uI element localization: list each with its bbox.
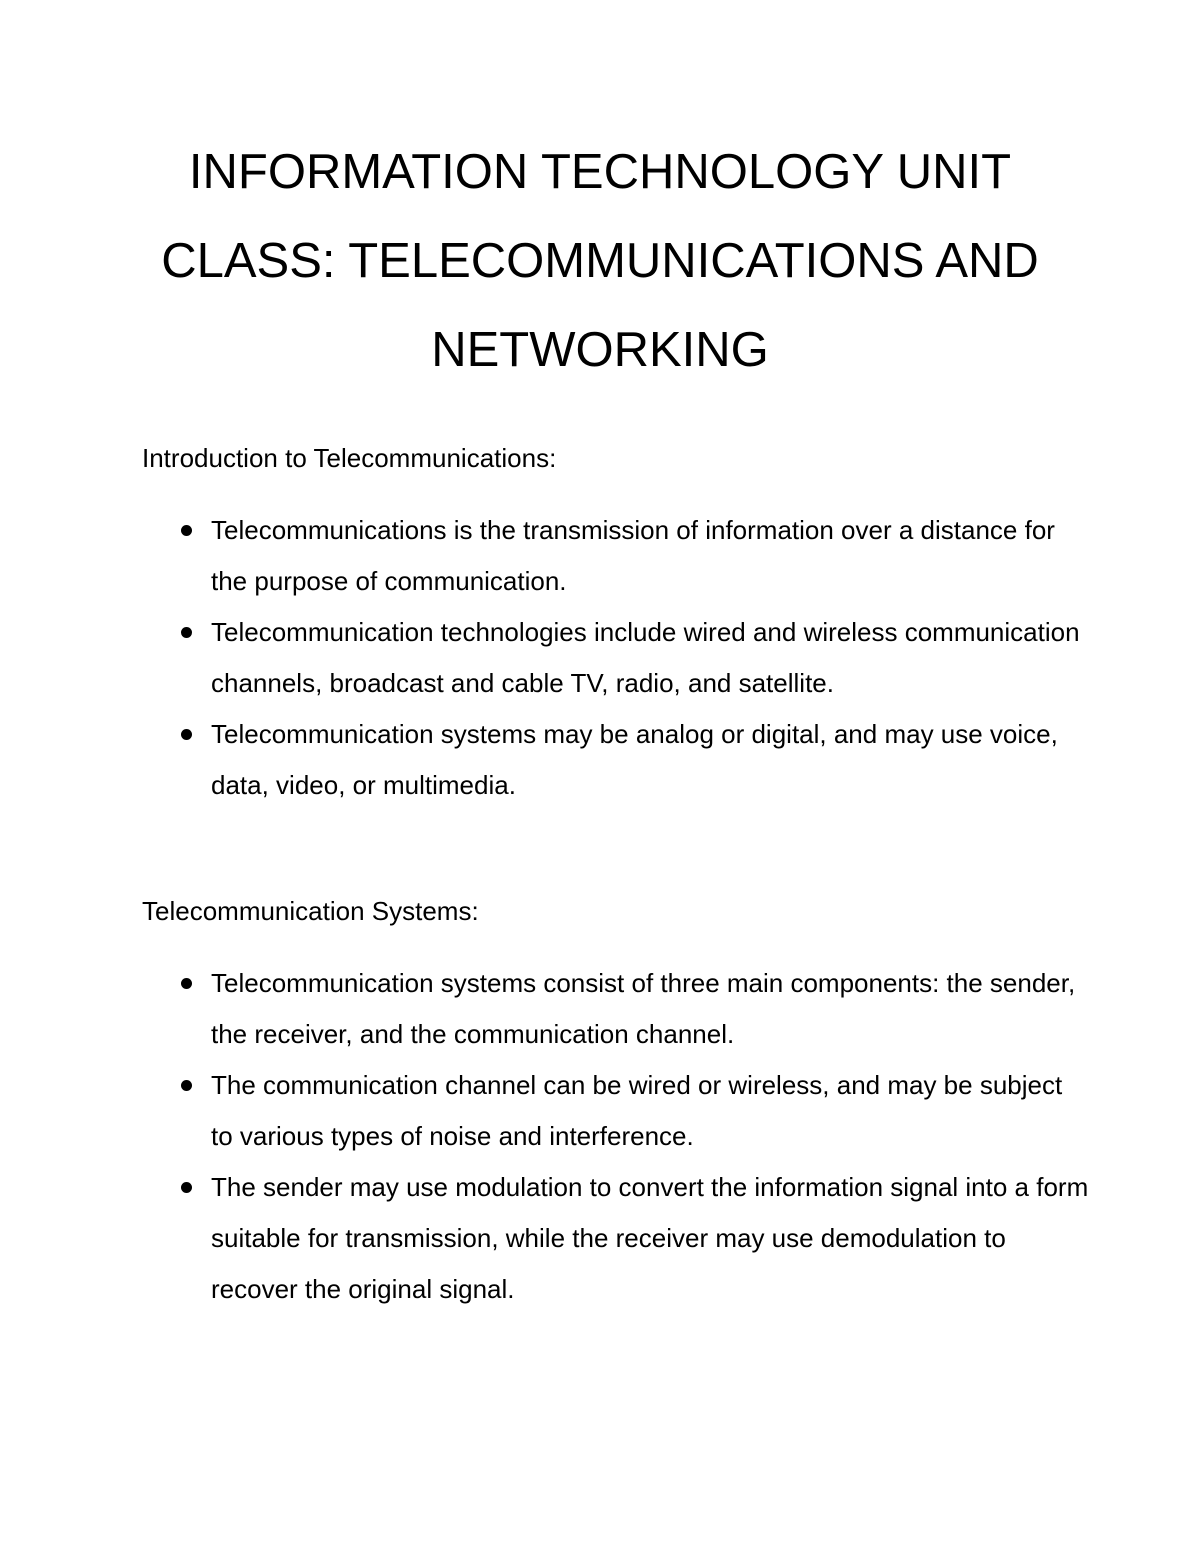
list-item [0,505,1200,607]
list-item [0,607,1200,709]
bullet-dot-icon [181,978,192,989]
list-item [0,1060,1200,1162]
list-item [0,709,1200,811]
bullet-dot-icon [181,1182,192,1193]
title-line: CLASS: TELECOMMUNICATIONS AND [161,234,1039,288]
bullet-dot-icon [181,525,192,536]
bullet-dot-icon [181,1080,192,1091]
list-item [0,1162,1200,1315]
bullet-text: The communication channel can be wired or wireless, and may be subject to various types of noise and interference. [211,1070,1063,1151]
title-line: INFORMATION TECHNOLOGY UNIT [188,145,1012,199]
bullet-text: The sender may use modulation to convert the information signal into a form suitable for transmission, while the receiver may use demodulation to recover the original signal. [211,1172,1089,1304]
document-title [100,128,1100,395]
bullet-text: Telecommunication systems consist of three main components: the sender, the receiver, and the communication channel. [211,968,1076,1049]
section-heading-systems: Telecommunication Systems: [142,896,479,926]
list-item [0,958,1200,1060]
bullet-text: Telecommunication technologies include wired and wireless communication channels, broadcast and cable TV, radio, and satellite. [211,617,1080,698]
bullet-dot-icon [181,627,192,638]
bullet-text: Telecommunications is the transmission of information over a distance for the purpose of communication. [211,515,1055,596]
bullet-dot-icon [181,729,192,740]
bullet-text: Telecommunication systems may be analog or digital, and may use voice, data, video, or multimedia. [211,719,1058,800]
systems-bullet-list [0,958,1200,1315]
section-heading-introduction: Introduction to Telecommunications: [142,443,557,473]
introduction-bullet-list [0,505,1200,811]
title-line: NETWORKING [431,323,769,377]
